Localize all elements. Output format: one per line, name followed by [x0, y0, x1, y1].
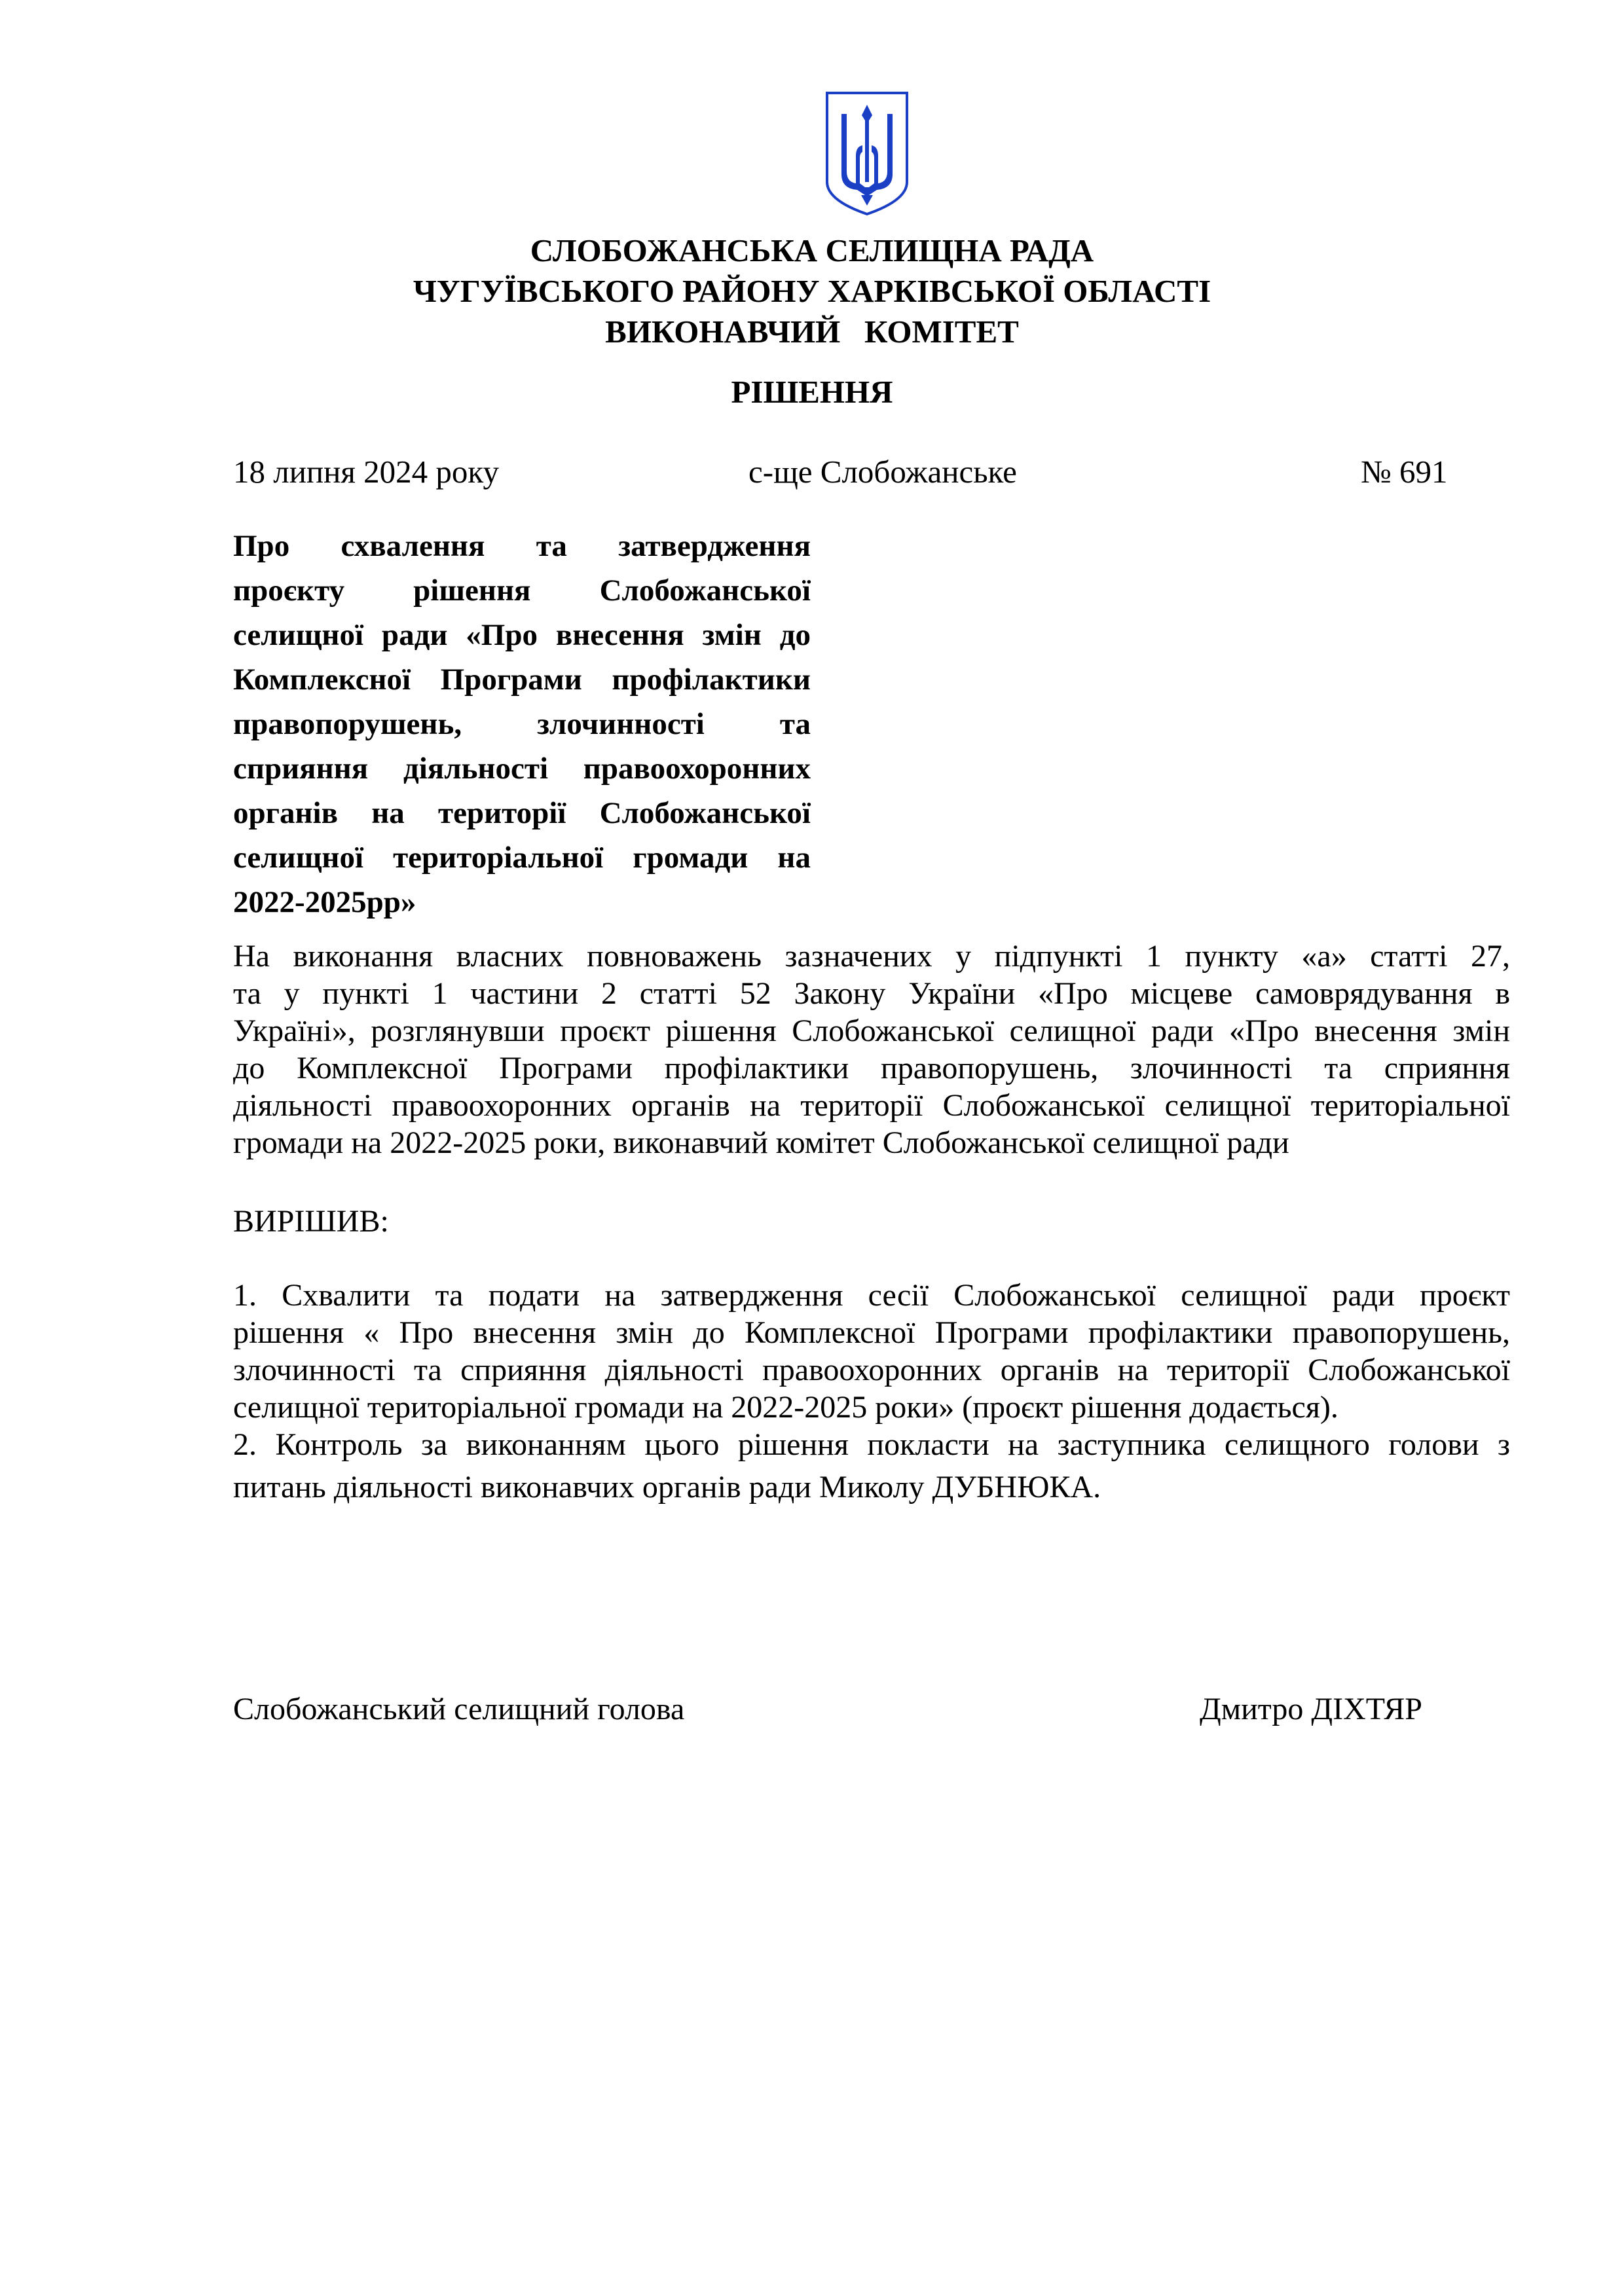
preamble-line: Україні», розглянувши проєкт рішення Слобожанської селищної ради «Про внесення змін — [233, 1013, 1510, 1048]
subject-line: селищної територіальної громади на — [233, 841, 811, 875]
item-line: 2. Контроль за виконанням цього рішення покласти на заступника селищного голови з — [233, 1427, 1510, 1462]
item-line: селищної територіальної громади на 2022-2025 роки» (проєкт рішення додається). — [233, 1390, 1338, 1425]
item-line: злочинності та сприяння діяльності правоохоронних органів на території Слобожанської — [233, 1353, 1510, 1387]
trident-coat-of-arms-icon — [823, 90, 911, 217]
preamble-line: громади на 2022-2025 роки, виконавчий комітет Слобожанської селищної ради — [233, 1125, 1289, 1160]
subject-line: 2022-2025рр» — [233, 885, 416, 919]
signature-position: Слобожанський селищний голова — [233, 1692, 685, 1726]
subject-line: органів на території Слобожанської — [233, 796, 811, 830]
subject-line: Про схвалення та затвердження — [233, 529, 811, 563]
subject-line: селищної ради «Про внесення змін до — [233, 618, 811, 652]
preamble-line: діяльності правоохоронних органів на території Слобожанської селищної територіальної — [233, 1088, 1510, 1123]
resolved-heading: ВИРІШИВ: — [233, 1204, 389, 1239]
document-date: 18 липня 2024 року — [233, 454, 500, 490]
header-district: ЧУГУЇВСЬКОГО РАЙОНУ ХАРКІВСЬКОЇ ОБЛАСТІ — [413, 273, 1211, 309]
organization-header — [0, 230, 1624, 352]
item-line: рішення « Про внесення змін до Комплексної Програми профілактики правопорушень, — [233, 1315, 1510, 1350]
subject-line: сприяння діяльності правоохоронних — [233, 752, 811, 786]
document-title: РІШЕННЯ — [731, 374, 893, 410]
decision-item-1 — [233, 1277, 1510, 1426]
subject-line: Комплексної Програми профілактики — [233, 663, 811, 697]
preamble-paragraph — [233, 938, 1510, 1161]
subject-line: проєкту рішення Слобожанської — [233, 574, 811, 608]
document-place: с-ще Слобожанське — [748, 454, 1017, 490]
preamble-line: та у пункті 1 частини 2 статті 52 Закону України «Про місцеве самоврядування в — [233, 976, 1510, 1011]
item-line: питань діяльності виконавчих органів ради Миколу ДУБНЮКА. — [233, 1470, 1101, 1504]
header-committee: ВИКОНАВЧИЙ КОМІТЕТ — [605, 314, 1019, 350]
subject-line: правопорушень, злочинності та — [233, 707, 811, 741]
header-council-name: СЛОБОЖАНСЬКА СЕЛИЩНА РАДА — [530, 232, 1094, 268]
item-line: 1. Схвалити та подати на затвердження сесії Слобожанської селищної ради проєкт — [233, 1278, 1510, 1313]
decision-subject — [233, 524, 811, 924]
signature-name: Дмитро ДІХТЯР — [1200, 1692, 1422, 1726]
decision-item-2 — [233, 1426, 1510, 1506]
document-number: № 691 — [1361, 454, 1448, 490]
preamble-line: до Комплексної Програми профілактики правопорушень, злочинності та сприяння — [233, 1051, 1510, 1085]
preamble-line: На виконання власних повноважень зазначених у підпункті 1 пункту «а» статті 27, — [233, 939, 1510, 974]
